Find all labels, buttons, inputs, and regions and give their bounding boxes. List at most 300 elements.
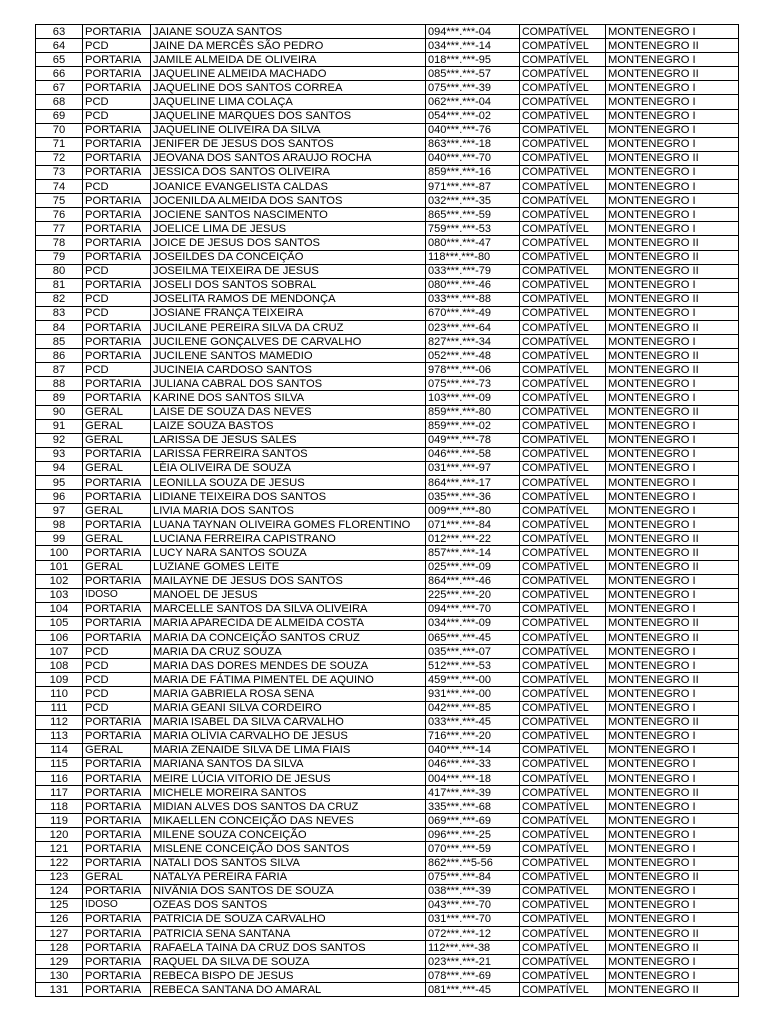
row-number: 115 (36, 757, 83, 771)
row-cpf: 863***.***-18 (426, 137, 520, 151)
row-number: 117 (36, 786, 83, 800)
row-number: 81 (36, 278, 83, 292)
table-row (36, 123, 739, 137)
row-status: COMPATÍVEL (520, 546, 606, 560)
row-unit: MONTENEGRO II (606, 560, 739, 574)
row-name: LAISE DE SOUZA DAS NEVES (151, 405, 426, 419)
table-row (36, 461, 739, 475)
table-row (36, 306, 739, 320)
row-category: PORTARIA (83, 81, 151, 95)
row-category: PCD (83, 95, 151, 109)
row-name: MARCELLE SANTOS DA SILVA OLIVEIRA (151, 602, 426, 616)
row-number: 119 (36, 814, 83, 828)
row-unit: MONTENEGRO I (606, 856, 739, 870)
row-cpf: 225***.***-20 (426, 588, 520, 602)
row-name: MISLENE CONCEIÇÃO DOS SANTOS (151, 842, 426, 856)
row-category: PCD (83, 363, 151, 377)
row-status: COMPATÍVEL (520, 912, 606, 926)
row-cpf: 112***.***-38 (426, 941, 520, 955)
row-unit: MONTENEGRO II (606, 264, 739, 278)
table-row (36, 222, 739, 236)
row-status: COMPATÍVEL (520, 898, 606, 912)
row-category: PORTARIA (83, 842, 151, 856)
row-category: PORTARIA (83, 912, 151, 926)
row-cpf: 075***.***-39 (426, 81, 520, 95)
row-status: COMPATÍVEL (520, 673, 606, 687)
row-number: 91 (36, 419, 83, 433)
row-unit: MONTENEGRO I (606, 898, 739, 912)
row-category: PORTARIA (83, 165, 151, 179)
table-row (36, 983, 739, 997)
table-row (36, 433, 739, 447)
row-unit: MONTENEGRO II (606, 673, 739, 687)
row-cpf: 080***.***-47 (426, 236, 520, 250)
row-category: PORTARIA (83, 151, 151, 165)
row-status: COMPATÍVEL (520, 335, 606, 349)
table-row (36, 391, 739, 405)
row-cpf: 009***.***-80 (426, 504, 520, 518)
row-category: PORTARIA (83, 729, 151, 743)
row-name: LEONILLA SOUZA DE JESUS (151, 476, 426, 490)
row-name: MARIA GEANI SILVA CORDEIRO (151, 701, 426, 715)
table-row (36, 476, 739, 490)
row-cpf: 038***.***-39 (426, 884, 520, 898)
row-category: PORTARIA (83, 616, 151, 630)
row-number: 111 (36, 701, 83, 715)
row-cpf: 096***.***-25 (426, 828, 520, 842)
row-unit: MONTENEGRO I (606, 447, 739, 461)
row-cpf: 025***.***-09 (426, 560, 520, 574)
row-cpf: 862***.**5-56 (426, 856, 520, 870)
row-cpf: 859***.***-02 (426, 419, 520, 433)
row-number: 95 (36, 476, 83, 490)
row-name: MARIA ISABEL DA SILVA CARVALHO (151, 715, 426, 729)
table-row (36, 546, 739, 560)
row-number: 109 (36, 673, 83, 687)
row-cpf: 018***.***-95 (426, 53, 520, 67)
row-cpf: 040***.***-70 (426, 151, 520, 165)
table-row (36, 67, 739, 81)
row-number: 80 (36, 264, 83, 278)
row-status: COMPATÍVEL (520, 222, 606, 236)
row-number: 131 (36, 983, 83, 997)
row-name: MARIA ZENAIDE SILVA DE LIMA FIAIS (151, 743, 426, 757)
row-unit: MONTENEGRO I (606, 81, 739, 95)
row-cpf: 459***.***-00 (426, 673, 520, 687)
table-row (36, 53, 739, 67)
row-status: COMPATÍVEL (520, 165, 606, 179)
row-name: JAQUELINE LIMA COLAÇA (151, 95, 426, 109)
row-name: MILENE SOUZA CONCEIÇÃO (151, 828, 426, 842)
row-name: LUANA TAYNAN OLIVEIRA GOMES FLORENTINO (151, 518, 426, 532)
row-number: 110 (36, 687, 83, 701)
row-number: 100 (36, 546, 83, 560)
row-cpf: 052***.***-48 (426, 349, 520, 363)
table-row (36, 194, 739, 208)
table-row (36, 377, 739, 391)
row-name: MIDIAN ALVES DOS SANTOS DA CRUZ (151, 800, 426, 814)
row-cpf: 716***.***-20 (426, 729, 520, 743)
row-category: PORTARIA (83, 786, 151, 800)
row-name: LARISSA FERREIRA SANTOS (151, 447, 426, 461)
row-status: COMPATÍVEL (520, 377, 606, 391)
row-name: MARIA OLÍVIA CARVALHO DE JESUS (151, 729, 426, 743)
row-status: COMPATÍVEL (520, 137, 606, 151)
row-name: JAMILE ALMEIDA DE OLIVEIRA (151, 53, 426, 67)
row-number: 101 (36, 560, 83, 574)
row-status: COMPATÍVEL (520, 95, 606, 109)
table-row (36, 39, 739, 53)
row-category: GERAL (83, 433, 151, 447)
row-cpf: 035***.***-07 (426, 645, 520, 659)
row-category: PCD (83, 701, 151, 715)
row-name: JOSIANE FRANÇA TEIXEIRA (151, 306, 426, 320)
row-name: LIDIANE TEIXEIRA DOS SANTOS (151, 490, 426, 504)
row-number: 85 (36, 335, 83, 349)
row-cpf: 080***.***-46 (426, 278, 520, 292)
row-status: COMPATÍVEL (520, 67, 606, 81)
table-row (36, 757, 739, 771)
row-name: REBECA BISPO DE JESUS (151, 969, 426, 983)
row-unit: MONTENEGRO I (606, 123, 739, 137)
row-status: COMPATÍVEL (520, 659, 606, 673)
row-number: 97 (36, 504, 83, 518)
row-cpf: 978***.***-06 (426, 363, 520, 377)
table-row (36, 969, 739, 983)
row-status: COMPATÍVEL (520, 757, 606, 771)
table-row (36, 518, 739, 532)
row-category: PCD (83, 687, 151, 701)
row-number: 127 (36, 927, 83, 941)
row-cpf: 032***.***-35 (426, 194, 520, 208)
row-cpf: 865***.***-59 (426, 208, 520, 222)
row-cpf: 075***.***-84 (426, 870, 520, 884)
row-status: COMPATÍVEL (520, 588, 606, 602)
row-category: PORTARIA (83, 349, 151, 363)
row-status: COMPATÍVEL (520, 842, 606, 856)
row-status: COMPATÍVEL (520, 490, 606, 504)
row-number: 78 (36, 236, 83, 250)
row-name: JOSELI DOS SANTOS SOBRAL (151, 278, 426, 292)
row-name: MICHELE MOREIRA SANTOS (151, 786, 426, 800)
row-status: COMPATÍVEL (520, 123, 606, 137)
row-cpf: 417***.***-39 (426, 786, 520, 800)
row-name: JOANICE EVANGELISTA CALDAS (151, 180, 426, 194)
row-unit: MONTENEGRO I (606, 490, 739, 504)
row-name: JOSEILDES DA CONCEIÇÃO (151, 250, 426, 264)
row-category: PORTARIA (83, 250, 151, 264)
row-status: COMPATÍVEL (520, 687, 606, 701)
row-cpf: 864***.***-46 (426, 574, 520, 588)
table-row (36, 180, 739, 194)
table-row (36, 504, 739, 518)
row-unit: MONTENEGRO II (606, 941, 739, 955)
row-name: NIVÂNIA DOS SANTOS DE SOUZA (151, 884, 426, 898)
table-row (36, 81, 739, 95)
row-category: PCD (83, 109, 151, 123)
row-name: KARINE DOS SANTOS SILVA (151, 391, 426, 405)
row-number: 112 (36, 715, 83, 729)
row-number: 107 (36, 645, 83, 659)
row-category: PORTARIA (83, 884, 151, 898)
row-cpf: 049***.***-78 (426, 433, 520, 447)
row-category: PORTARIA (83, 222, 151, 236)
table-row (36, 25, 739, 39)
row-cpf: 043***.***-70 (426, 898, 520, 912)
row-unit: MONTENEGRO I (606, 335, 739, 349)
row-unit: MONTENEGRO I (606, 687, 739, 701)
table-row (36, 250, 739, 264)
row-unit: MONTENEGRO I (606, 771, 739, 785)
row-number: 92 (36, 433, 83, 447)
row-name: JUCILANE PEREIRA SILVA DA CRUZ (151, 320, 426, 334)
row-number: 121 (36, 842, 83, 856)
table-row (36, 814, 739, 828)
row-unit: MONTENEGRO II (606, 927, 739, 941)
row-category: PCD (83, 264, 151, 278)
row-cpf: 023***.***-21 (426, 955, 520, 969)
row-number: 82 (36, 292, 83, 306)
row-number: 128 (36, 941, 83, 955)
table-row (36, 208, 739, 222)
row-unit: MONTENEGRO I (606, 602, 739, 616)
row-cpf: 335***.***-68 (426, 800, 520, 814)
row-number: 69 (36, 109, 83, 123)
row-status: COMPATÍVEL (520, 194, 606, 208)
row-unit: MONTENEGRO II (606, 363, 739, 377)
row-number: 102 (36, 574, 83, 588)
row-status: COMPATÍVEL (520, 208, 606, 222)
row-unit: MONTENEGRO II (606, 320, 739, 334)
row-status: COMPATÍVEL (520, 715, 606, 729)
row-status: COMPATÍVEL (520, 574, 606, 588)
row-number: 125 (36, 898, 83, 912)
row-number: 94 (36, 461, 83, 475)
row-category: PORTARIA (83, 757, 151, 771)
table-row (36, 278, 739, 292)
row-number: 64 (36, 39, 83, 53)
row-status: COMPATÍVEL (520, 602, 606, 616)
table-row (36, 137, 739, 151)
row-category: PORTARIA (83, 771, 151, 785)
row-unit: MONTENEGRO II (606, 715, 739, 729)
table-row (36, 363, 739, 377)
table-row (36, 955, 739, 969)
row-unit: MONTENEGRO I (606, 306, 739, 320)
row-cpf: 931***.***-00 (426, 687, 520, 701)
row-name: MARIA DAS DORES MENDES DE SOUZA (151, 659, 426, 673)
row-number: 98 (36, 518, 83, 532)
row-unit: MONTENEGRO I (606, 208, 739, 222)
row-number: 86 (36, 349, 83, 363)
row-number: 75 (36, 194, 83, 208)
row-cpf: 085***.***-57 (426, 67, 520, 81)
row-status: COMPATÍVEL (520, 856, 606, 870)
row-category: PORTARIA (83, 335, 151, 349)
row-status: COMPATÍVEL (520, 292, 606, 306)
row-cpf: 118***.***-80 (426, 250, 520, 264)
row-name: LUCIANA FERREIRA CAPISTRANO (151, 532, 426, 546)
row-cpf: 103***.***-09 (426, 391, 520, 405)
row-name: JENIFER DE JESUS DOS SANTOS (151, 137, 426, 151)
row-cpf: 034***.***-09 (426, 616, 520, 630)
row-category: PORTARIA (83, 856, 151, 870)
row-category: PORTARIA (83, 377, 151, 391)
row-category: PORTARIA (83, 490, 151, 504)
row-number: 122 (36, 856, 83, 870)
row-cpf: 031***.***-97 (426, 461, 520, 475)
row-status: COMPATÍVEL (520, 729, 606, 743)
row-name: JOSEILMA TEIXEIRA DE JESUS (151, 264, 426, 278)
row-unit: MONTENEGRO II (606, 870, 739, 884)
row-number: 84 (36, 320, 83, 334)
row-cpf: 046***.***-33 (426, 757, 520, 771)
row-status: COMPATÍVEL (520, 814, 606, 828)
row-unit: MONTENEGRO I (606, 912, 739, 926)
table-row (36, 673, 739, 687)
table-row (36, 715, 739, 729)
row-cpf: 040***.***-76 (426, 123, 520, 137)
row-unit: MONTENEGRO II (606, 250, 739, 264)
table-row (36, 616, 739, 630)
row-status: COMPATÍVEL (520, 560, 606, 574)
row-name: MARIA GABRIELA ROSA SENA (151, 687, 426, 701)
row-status: COMPATÍVEL (520, 264, 606, 278)
row-cpf: 012***.***-22 (426, 532, 520, 546)
row-status: COMPATÍVEL (520, 81, 606, 95)
row-unit: MONTENEGRO I (606, 588, 739, 602)
row-name: NATALYA PEREIRA FARIA (151, 870, 426, 884)
row-unit: MONTENEGRO I (606, 180, 739, 194)
row-name: LAIZE SOUZA BASTOS (151, 419, 426, 433)
row-category: GERAL (83, 560, 151, 574)
row-unit: MONTENEGRO II (606, 67, 739, 81)
row-unit: MONTENEGRO II (606, 786, 739, 800)
row-cpf: 857***.***-14 (426, 546, 520, 560)
row-status: COMPATÍVEL (520, 771, 606, 785)
row-category: GERAL (83, 870, 151, 884)
row-name: JAQUELINE OLIVEIRA DA SILVA (151, 123, 426, 137)
row-unit: MONTENEGRO I (606, 743, 739, 757)
row-category: GERAL (83, 405, 151, 419)
row-category: PORTARIA (83, 941, 151, 955)
table-row (36, 870, 739, 884)
table-row (36, 109, 739, 123)
row-status: COMPATÍVEL (520, 419, 606, 433)
row-unit: MONTENEGRO I (606, 504, 739, 518)
row-name: JESSICA DOS SANTOS OLIVEIRA (151, 165, 426, 179)
row-number: 130 (36, 969, 83, 983)
table-row (36, 743, 739, 757)
table-row (36, 602, 739, 616)
row-category: PORTARIA (83, 602, 151, 616)
row-cpf: 031***.***-70 (426, 912, 520, 926)
table-row (36, 574, 739, 588)
row-name: JOELICE LIMA DE JESUS (151, 222, 426, 236)
row-category: IDOSO (83, 898, 151, 912)
row-cpf: 042***.***-85 (426, 701, 520, 715)
row-unit: MONTENEGRO I (606, 476, 739, 490)
row-category: PORTARIA (83, 320, 151, 334)
row-status: COMPATÍVEL (520, 969, 606, 983)
row-category: PORTARIA (83, 518, 151, 532)
table-row (36, 292, 739, 306)
table-row (36, 151, 739, 165)
row-cpf: 827***.***-34 (426, 335, 520, 349)
row-unit: MONTENEGRO I (606, 884, 739, 898)
row-category: GERAL (83, 504, 151, 518)
row-unit: MONTENEGRO II (606, 983, 739, 997)
row-cpf: 034***.***-14 (426, 39, 520, 53)
row-number: 93 (36, 447, 83, 461)
row-category: PORTARIA (83, 814, 151, 828)
row-status: COMPATÍVEL (520, 39, 606, 53)
row-cpf: 033***.***-88 (426, 292, 520, 306)
row-number: 87 (36, 363, 83, 377)
row-status: COMPATÍVEL (520, 433, 606, 447)
row-unit: MONTENEGRO I (606, 800, 739, 814)
row-cpf: 094***.***-70 (426, 602, 520, 616)
table-row (36, 532, 739, 546)
row-category: PCD (83, 292, 151, 306)
row-unit: MONTENEGRO I (606, 109, 739, 123)
table-row (36, 236, 739, 250)
row-number: 103 (36, 588, 83, 602)
table-row (36, 842, 739, 856)
row-unit: MONTENEGRO I (606, 969, 739, 983)
table-row (36, 165, 739, 179)
row-status: COMPATÍVEL (520, 447, 606, 461)
row-status: COMPATÍVEL (520, 645, 606, 659)
row-name: JAQUELINE ALMEIDA MACHADO (151, 67, 426, 81)
row-unit: MONTENEGRO I (606, 701, 739, 715)
row-cpf: 081***.***-45 (426, 983, 520, 997)
table-row (36, 349, 739, 363)
row-status: COMPATÍVEL (520, 800, 606, 814)
row-number: 65 (36, 53, 83, 67)
row-cpf: 759***.***-53 (426, 222, 520, 236)
row-category: PORTARIA (83, 137, 151, 151)
candidates-table (35, 24, 739, 997)
row-cpf: 070***.***-59 (426, 842, 520, 856)
row-status: COMPATÍVEL (520, 25, 606, 39)
row-status: COMPATÍVEL (520, 616, 606, 630)
row-category: GERAL (83, 419, 151, 433)
row-category: PCD (83, 673, 151, 687)
row-category: PORTARIA (83, 969, 151, 983)
row-cpf: 023***.***-64 (426, 320, 520, 334)
row-unit: MONTENEGRO I (606, 757, 739, 771)
row-unit: MONTENEGRO I (606, 433, 739, 447)
row-number: 74 (36, 180, 83, 194)
row-status: COMPATÍVEL (520, 151, 606, 165)
row-name: JOICE DE JESUS DOS SANTOS (151, 236, 426, 250)
row-number: 83 (36, 306, 83, 320)
table-row (36, 405, 739, 419)
row-name: MARIA DE FÁTIMA PIMENTEL DE AQUINO (151, 673, 426, 687)
row-name: MIKAELLEN CONCEIÇÃO DAS NEVES (151, 814, 426, 828)
row-category: IDOSO (83, 588, 151, 602)
row-number: 96 (36, 490, 83, 504)
row-cpf: 069***.***-69 (426, 814, 520, 828)
row-number: 108 (36, 659, 83, 673)
row-cpf: 859***.***-16 (426, 165, 520, 179)
row-unit: MONTENEGRO I (606, 165, 739, 179)
row-number: 72 (36, 151, 83, 165)
row-number: 68 (36, 95, 83, 109)
row-cpf: 004***.***-18 (426, 771, 520, 785)
row-status: COMPATÍVEL (520, 532, 606, 546)
